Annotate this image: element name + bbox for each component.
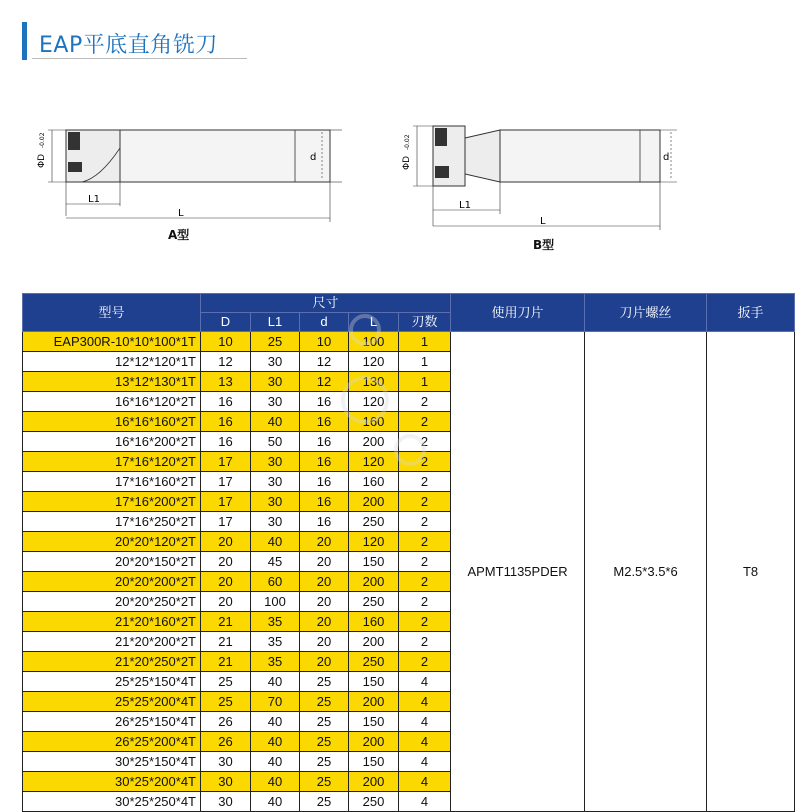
l-cell: 250 — [349, 792, 399, 812]
d-small-cell: 16 — [300, 492, 349, 512]
l1-cell: 40 — [251, 712, 300, 732]
flutes-cell: 2 — [399, 452, 451, 472]
d-big-cell: 17 — [201, 512, 251, 532]
flutes-cell: 2 — [399, 652, 451, 672]
l-cell: 250 — [349, 592, 399, 612]
flutes-cell: 2 — [399, 532, 451, 552]
d-small-cell: 12 — [300, 352, 349, 372]
d-small-cell: 25 — [300, 712, 349, 732]
model-cell: EAP300R-10*10*100*1T — [23, 332, 201, 352]
model-cell: 16*16*160*2T — [23, 412, 201, 432]
d-big-cell: 13 — [201, 372, 251, 392]
l1-cell: 40 — [251, 792, 300, 812]
l1-cell: 30 — [251, 492, 300, 512]
l-cell: 200 — [349, 572, 399, 592]
l1-cell: 35 — [251, 632, 300, 652]
model-cell: 17*16*250*2T — [23, 512, 201, 532]
d-big-cell: 10 — [201, 332, 251, 352]
diagram-b-phi-label: ΦD — [402, 155, 412, 170]
d-big-cell: 20 — [201, 552, 251, 572]
l1-cell: 40 — [251, 752, 300, 772]
diagram-b-l-label: L — [540, 216, 546, 227]
model-cell: 16*16*200*2T — [23, 432, 201, 452]
model-cell: 12*12*120*1T — [23, 352, 201, 372]
d-big-cell: 25 — [201, 672, 251, 692]
header-l: L — [349, 313, 399, 332]
diagram-type-b — [402, 118, 695, 253]
flutes-cell: 2 — [399, 632, 451, 652]
title-underline — [32, 58, 247, 59]
d-small-cell: 16 — [300, 412, 349, 432]
l-cell: 250 — [349, 512, 399, 532]
header-l1: L1 — [251, 313, 300, 332]
flutes-cell: 2 — [399, 612, 451, 632]
insert-cell: APMT1135PDER — [451, 332, 585, 812]
l1-cell: 30 — [251, 372, 300, 392]
l1-cell: 40 — [251, 672, 300, 692]
d-small-cell: 20 — [300, 592, 349, 612]
d-small-cell: 20 — [300, 632, 349, 652]
flutes-cell: 4 — [399, 792, 451, 812]
d-big-cell: 30 — [201, 772, 251, 792]
flutes-cell: 1 — [399, 352, 451, 372]
header-model: 型号 — [23, 294, 201, 332]
diagram-b-d-label: d — [663, 152, 670, 163]
d-big-cell: 30 — [201, 792, 251, 812]
l1-cell: 45 — [251, 552, 300, 572]
d-small-cell: 16 — [300, 432, 349, 452]
l1-cell: 30 — [251, 452, 300, 472]
l-cell: 200 — [349, 732, 399, 752]
l-cell: 160 — [349, 472, 399, 492]
l-cell: 200 — [349, 492, 399, 512]
d-big-cell: 21 — [201, 632, 251, 652]
diagram-type-a — [37, 118, 340, 253]
l-cell: 160 — [349, 412, 399, 432]
l-cell: 120 — [349, 532, 399, 552]
d-small-cell: 20 — [300, 532, 349, 552]
d-small-cell: 25 — [300, 692, 349, 712]
flutes-cell: 1 — [399, 372, 451, 392]
model-cell: 13*12*130*1T — [23, 372, 201, 392]
l1-cell: 40 — [251, 772, 300, 792]
header-screw: 刀片螺丝 — [585, 294, 707, 332]
flutes-cell: 4 — [399, 752, 451, 772]
d-small-cell: 20 — [300, 612, 349, 632]
model-cell: 20*20*120*2T — [23, 532, 201, 552]
header-d-big: D — [201, 313, 251, 332]
d-small-cell: 12 — [300, 372, 349, 392]
flutes-cell: 2 — [399, 472, 451, 492]
model-cell: 21*20*160*2T — [23, 612, 201, 632]
d-small-cell: 16 — [300, 452, 349, 472]
l1-cell: 30 — [251, 472, 300, 492]
flutes-cell: 2 — [399, 412, 451, 432]
d-big-cell: 16 — [201, 392, 251, 412]
d-big-cell: 12 — [201, 352, 251, 372]
d-small-cell: 20 — [300, 572, 349, 592]
wrench-cell: T8 — [707, 332, 795, 812]
flutes-cell: 2 — [399, 592, 451, 612]
model-cell: 17*16*120*2T — [23, 452, 201, 472]
model-cell: 30*25*250*4T — [23, 792, 201, 812]
d-big-cell: 30 — [201, 752, 251, 772]
diagram-a-caption: A型 — [168, 228, 190, 242]
header-d-small: d — [300, 313, 349, 332]
d-small-cell: 25 — [300, 672, 349, 692]
header-size-group: 尺寸 — [201, 294, 451, 313]
model-cell: 30*25*150*4T — [23, 752, 201, 772]
d-big-cell: 17 — [201, 472, 251, 492]
flutes-cell: 2 — [399, 572, 451, 592]
model-cell: 25*25*200*4T — [23, 692, 201, 712]
table-row — [23, 332, 795, 352]
header-insert: 使用刀片 — [451, 294, 585, 332]
l1-cell: 30 — [251, 512, 300, 532]
page-title: EAP平底直角铣刀 — [39, 33, 218, 58]
d-small-cell: 16 — [300, 512, 349, 532]
l-cell: 200 — [349, 432, 399, 452]
title-bar — [22, 22, 247, 60]
l-cell: 150 — [349, 752, 399, 772]
l-cell: 150 — [349, 552, 399, 572]
l1-cell: 50 — [251, 432, 300, 452]
d-big-cell: 20 — [201, 592, 251, 612]
d-small-cell: 20 — [300, 652, 349, 672]
l1-cell: 30 — [251, 352, 300, 372]
diagram-a-d-label: d — [310, 152, 317, 163]
spec-table — [22, 293, 795, 812]
model-cell: 21*20*200*2T — [23, 632, 201, 652]
l1-cell: 100 — [251, 592, 300, 612]
l1-cell: 40 — [251, 532, 300, 552]
flutes-cell: 2 — [399, 392, 451, 412]
model-cell: 20*20*250*2T — [23, 592, 201, 612]
d-big-cell: 21 — [201, 612, 251, 632]
l-cell: 200 — [349, 692, 399, 712]
diagram-a-phi-label: ΦD — [37, 153, 47, 168]
l1-cell: 35 — [251, 612, 300, 632]
d-small-cell: 25 — [300, 792, 349, 812]
d-small-cell: 25 — [300, 732, 349, 752]
flutes-cell: 2 — [399, 432, 451, 452]
header-flutes: 刃数 — [399, 313, 451, 332]
diagram-a-drawing — [37, 118, 340, 253]
model-cell: 20*20*150*2T — [23, 552, 201, 572]
l-cell: 250 — [349, 652, 399, 672]
flutes-cell: 4 — [399, 712, 451, 732]
l1-cell: 60 — [251, 572, 300, 592]
model-cell: 30*25*200*4T — [23, 772, 201, 792]
l-cell: 120 — [349, 352, 399, 372]
model-cell: 17*16*200*2T — [23, 492, 201, 512]
d-big-cell: 26 — [201, 712, 251, 732]
d-big-cell: 16 — [201, 432, 251, 452]
flutes-cell: 2 — [399, 552, 451, 572]
model-cell: 16*16*120*2T — [23, 392, 201, 412]
model-cell: 26*25*200*4T — [23, 732, 201, 752]
screw-cell: M2.5*3.5*6 — [585, 332, 707, 812]
d-big-cell: 17 — [201, 492, 251, 512]
d-big-cell: 20 — [201, 572, 251, 592]
model-cell: 20*20*200*2T — [23, 572, 201, 592]
d-big-cell: 16 — [201, 412, 251, 432]
l1-cell: 40 — [251, 412, 300, 432]
l-cell: 160 — [349, 612, 399, 632]
l1-cell: 25 — [251, 332, 300, 352]
model-cell: 26*25*150*4T — [23, 712, 201, 732]
diagram-a-l-label: L — [178, 208, 184, 219]
flutes-cell: 4 — [399, 672, 451, 692]
l-cell: 120 — [349, 392, 399, 412]
flutes-cell: 1 — [399, 332, 451, 352]
flutes-cell: 2 — [399, 512, 451, 532]
diagram-b-tolerance: -0.02 — [404, 134, 411, 150]
l-cell: 150 — [349, 712, 399, 732]
flutes-cell: 4 — [399, 732, 451, 752]
d-small-cell: 25 — [300, 752, 349, 772]
d-big-cell: 17 — [201, 452, 251, 472]
diagram-b-caption: B型 — [533, 238, 555, 252]
l-cell: 130 — [349, 372, 399, 392]
diagram-a-l1-label: L1 — [88, 194, 100, 205]
flutes-cell: 4 — [399, 692, 451, 712]
flutes-cell: 4 — [399, 772, 451, 792]
l-cell: 120 — [349, 452, 399, 472]
d-big-cell: 21 — [201, 652, 251, 672]
l1-cell: 40 — [251, 732, 300, 752]
l-cell: 100 — [349, 332, 399, 352]
l-cell: 200 — [349, 632, 399, 652]
d-small-cell: 25 — [300, 772, 349, 792]
d-big-cell: 20 — [201, 532, 251, 552]
model-cell: 25*25*150*4T — [23, 672, 201, 692]
d-small-cell: 16 — [300, 392, 349, 412]
l1-cell: 30 — [251, 392, 300, 412]
model-cell: 17*16*160*2T — [23, 472, 201, 492]
diagram-b-drawing — [402, 118, 695, 253]
d-small-cell: 10 — [300, 332, 349, 352]
spec-table-body — [23, 332, 795, 812]
l-cell: 200 — [349, 772, 399, 792]
header-wrench: 扳手 — [707, 294, 795, 332]
model-cell: 21*20*250*2T — [23, 652, 201, 672]
d-small-cell: 16 — [300, 472, 349, 492]
l1-cell: 35 — [251, 652, 300, 672]
l-cell: 150 — [349, 672, 399, 692]
d-small-cell: 20 — [300, 552, 349, 572]
l1-cell: 70 — [251, 692, 300, 712]
flutes-cell: 2 — [399, 492, 451, 512]
diagram-b-l1-label: L1 — [459, 200, 471, 211]
d-big-cell: 25 — [201, 692, 251, 712]
diagram-a-tolerance: -0.02 — [39, 132, 46, 148]
d-big-cell: 26 — [201, 732, 251, 752]
